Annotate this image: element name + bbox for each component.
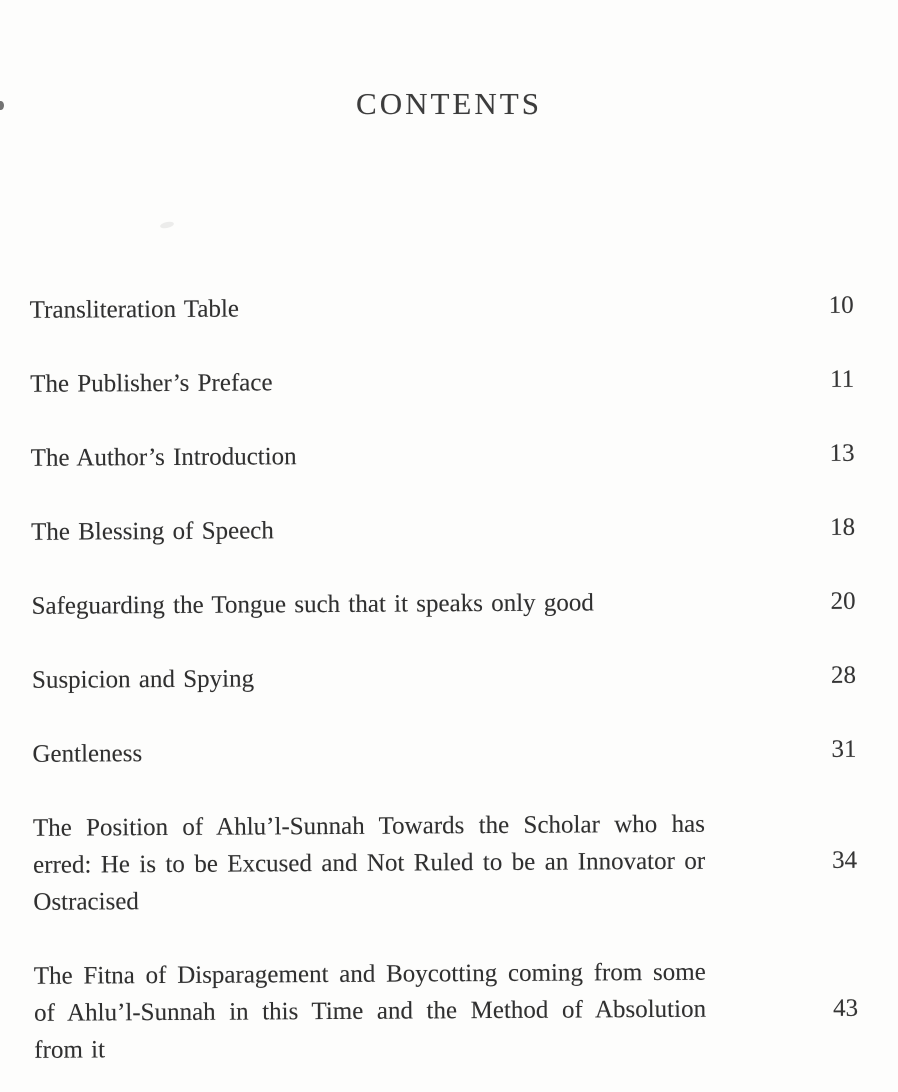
toc-entry-title: Suspicion and Spying [31, 665, 255, 694]
page-title: CONTENTS [356, 86, 542, 121]
toc-entry-page: 11 [830, 365, 855, 393]
toc-entry-title: The Fitna of Disparagement and Boycotting coming from some of Ahlu’l-Sunnah in this Time and the Method of Absolution from it [33, 958, 707, 1064]
toc-entry [31, 583, 855, 625]
toc-entry [31, 509, 855, 551]
toc-entry-title: The Publisher’s Preface [30, 369, 273, 398]
toc-entry [32, 657, 856, 699]
toc-entry [31, 435, 855, 477]
toc-entry [34, 953, 859, 1069]
toc-entry-page: 28 [830, 661, 857, 689]
toc-entry-page: 43 [832, 994, 859, 1022]
toc-entry-title: Safeguarding the Tongue such that it speaks only good [31, 589, 594, 620]
toc-entry-page: 20 [830, 587, 856, 615]
toc-entry-page: 13 [829, 439, 855, 467]
toc-entry-page: 31 [831, 735, 857, 763]
toc-entry-page: 34 [832, 846, 858, 874]
scan-smudge-artifact [160, 221, 175, 230]
toc-entry [33, 805, 858, 921]
toc-entry-title: The Blessing of Speech [31, 517, 274, 546]
toc-entry [30, 287, 854, 329]
toc-entry-title: The Position of Ahlu’l-Sunnah Towards the Scholar who has erred: He is to be Excused and Not Ruled to be an Innovator or Ostracised [32, 810, 706, 916]
toc-entry-page: 10 [828, 291, 854, 319]
toc-entry-title: The Author’s Introduction [30, 443, 297, 472]
toc-entry [30, 361, 854, 403]
toc-entry-page: 18 [829, 513, 856, 541]
toc-entry-title: Transliteration Table [29, 295, 240, 324]
toc-entry-title: Gentleness [32, 740, 143, 768]
toc-list [0, 287, 898, 1069]
toc-entry [32, 731, 856, 773]
